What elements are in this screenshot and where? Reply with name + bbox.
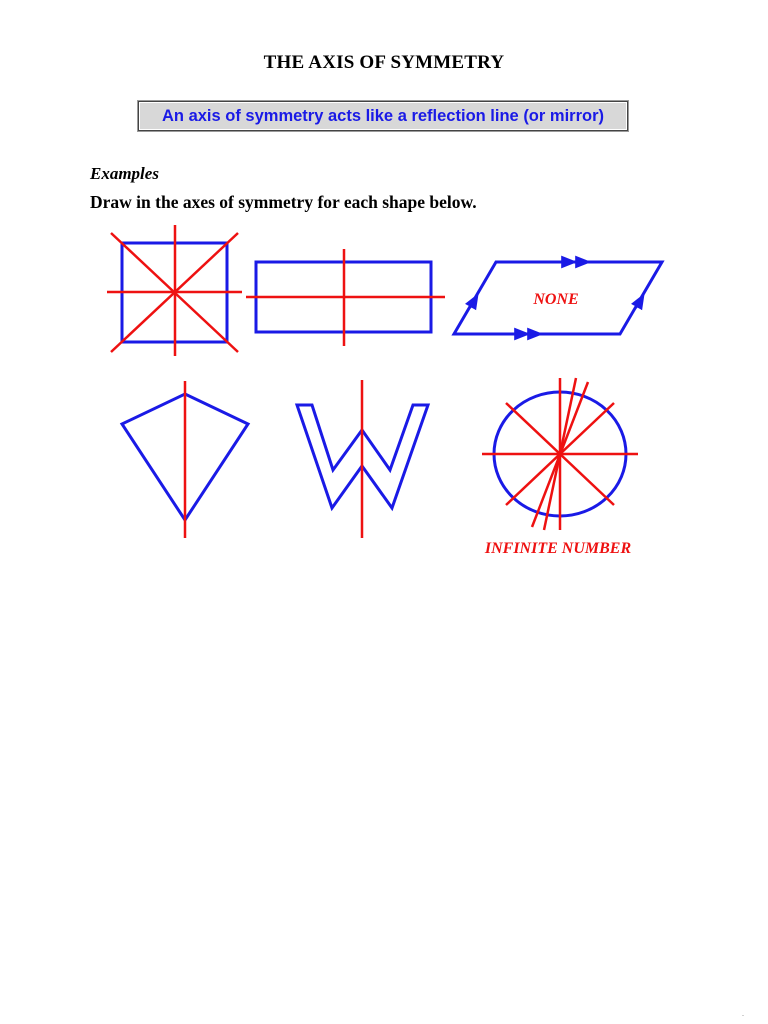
definition-text: An axis of symmetry acts like a reflection line (or mirror) [162,106,604,125]
circle-figure [482,378,638,557]
infinite-number-label: INFINITE NUMBER [484,540,632,557]
kite-figure [122,381,248,538]
page-title: THE AXIS OF SYMMETRY [263,52,505,73]
letter-w-figure [297,380,428,538]
footer-mark: . [742,1009,744,1018]
examples-label: Examples [90,164,159,183]
square-figure [107,225,242,356]
rectangle-figure [246,249,445,346]
parallelogram-figure [454,262,662,334]
instruction-text: Draw in the axes of symmetry for each shape below. [90,192,477,212]
none-label: NONE [533,291,579,308]
